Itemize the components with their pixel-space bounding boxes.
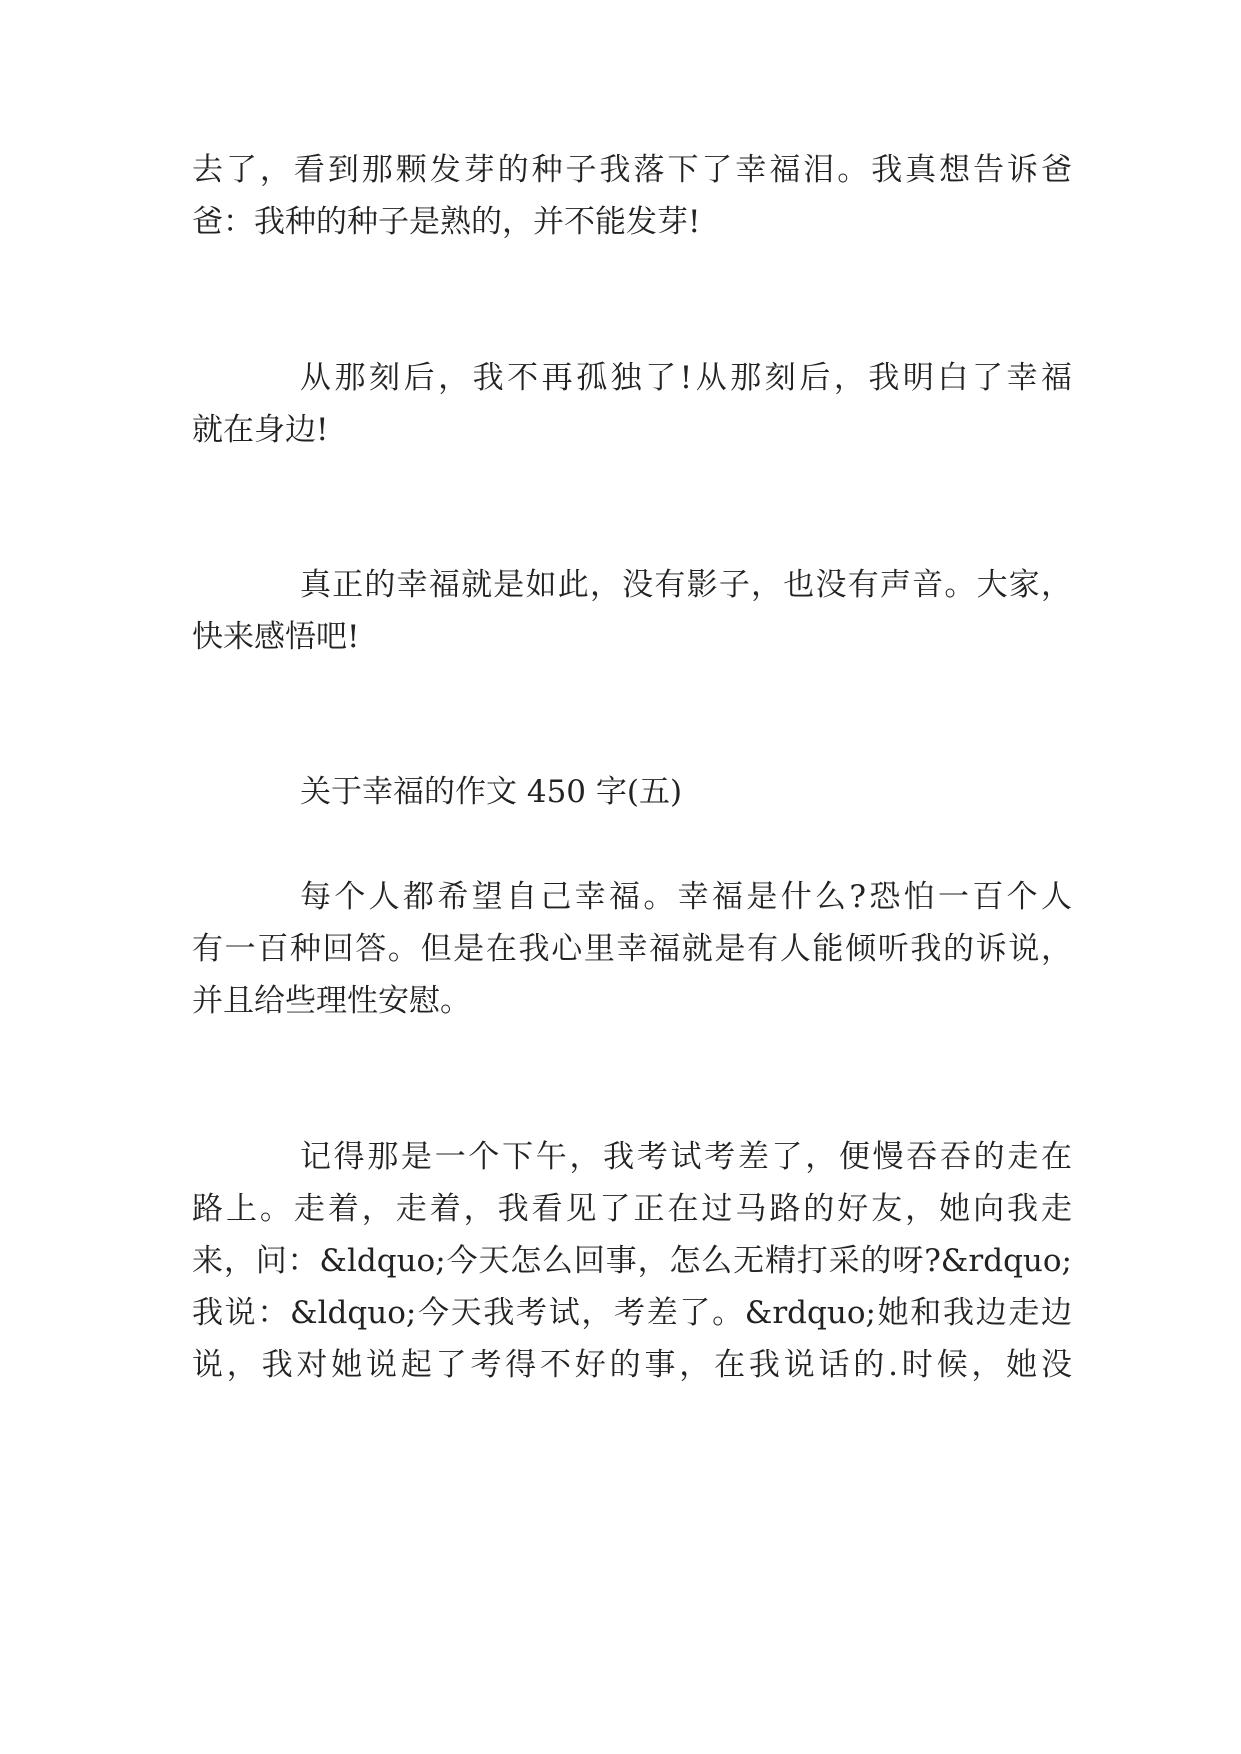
paragraph-line: 快来感悟吧! [192,619,360,655]
paragraph-line: 我说：&ldquo;今天我考试，考差了。&rdquo;她和我边走边 [192,1295,1072,1331]
paragraph-line: 去了，看到那颗发芽的种子我落下了幸福泪。我真想告诉爸 [192,152,1072,188]
paragraph-line: 说，我对她说起了考得不好的事，在我说话的.时候，她没 [192,1347,1072,1383]
section-heading: 关于幸福的作文 450 字(五) [300,774,683,810]
paragraph-line: 有一百种回答。但是在我心里幸福就是有人能倾听我的诉说， [192,931,1072,967]
paragraph-line: 爸：我种的种子是熟的，并不能发芽! [192,204,701,240]
paragraph-line: 每个人都希望自己幸福。幸福是什么?恐怕一百个人 [300,879,1072,915]
paragraph-line: 真正的幸福就是如此，没有影子，也没有声音。大家， [300,567,1072,603]
paragraph-line: 就在身边! [192,412,329,448]
paragraph-line: 来，问：&ldquo;今天怎么回事，怎么无精打采的呀?&rdquo; [192,1243,1072,1279]
paragraph-line: 路上。走着，走着，我看见了正在过马路的好友，她向我走 [192,1191,1072,1227]
paragraph-line: 记得那是一个下午，我考试考差了，便慢吞吞的走在 [300,1139,1072,1175]
paragraph-line: 从那刻后，我不再孤独了!从那刻后，我明白了幸福 [300,360,1072,396]
paragraph-line: 并且给些理性安慰。 [192,983,471,1019]
